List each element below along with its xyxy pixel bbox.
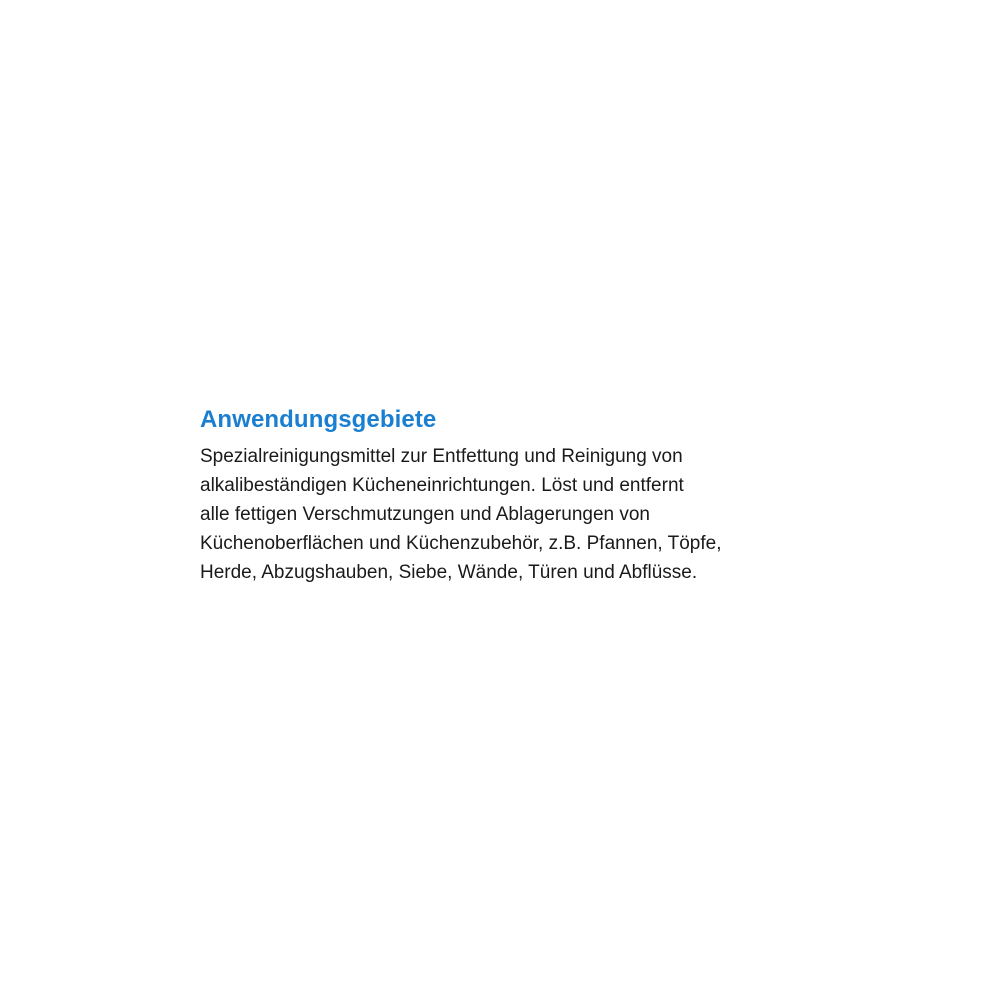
section-paragraph — [200, 442, 840, 587]
paragraph-line: alkalibeständigen Kücheneinrichtungen. Löst und entfernt — [200, 475, 684, 496]
paragraph-line: alle fettigen Verschmutzungen und Ablagerungen von — [200, 504, 650, 525]
paragraph-line: Herde, Abzugshauben, Siebe, Wände, Türen und Abflüsse. — [200, 562, 698, 583]
section-heading: Anwendungsgebiete — [200, 406, 437, 433]
paragraph-line: Küchenoberflächen und Küchenzubehör, z.B. Pfannen, Töpfe, — [200, 533, 722, 554]
paragraph-line: Spezialreinigungsmittel zur Entfettung und Reinigung von — [200, 446, 683, 467]
application-areas-section — [200, 402, 840, 587]
